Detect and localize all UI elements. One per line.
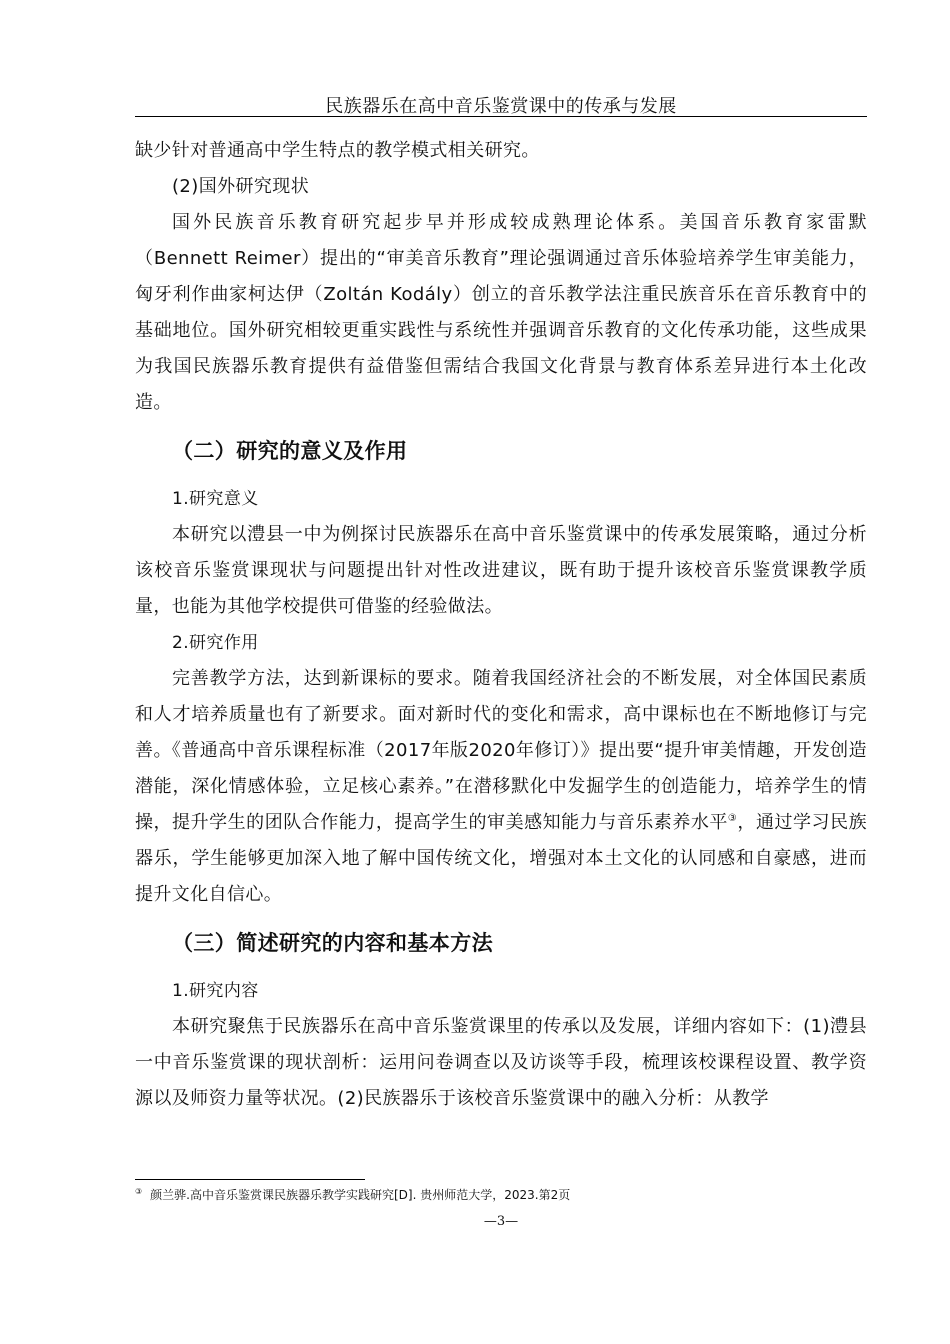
subheading-research-function: 2.研究作用 — [172, 633, 259, 653]
footnote-marker: ③ — [135, 1187, 143, 1196]
footnote — [135, 1186, 867, 1204]
footnote-text: 颜兰骅.高中音乐鉴赏课民族器乐教学实践研究[D]. 贵州师范大学，2023.第2页 — [150, 1188, 571, 1202]
subheading-research-significance: 1.研究意义 — [172, 489, 259, 509]
header-divider — [135, 116, 867, 117]
section-heading-significance: （二）研究的意义及作用 — [172, 439, 408, 463]
footnote-divider — [135, 1179, 365, 1180]
body-text — [135, 133, 867, 1117]
section-heading-content-methods: （三）简述研究的内容和基本方法 — [172, 931, 493, 955]
paragraph-continued: 缺少针对普通高中学生特点的教学模式相关研究。 — [135, 140, 540, 161]
footnote-reference[interactable]: ③ — [727, 813, 738, 824]
page-number: —3— — [483, 1214, 519, 1229]
paragraph-research-function — [135, 661, 867, 913]
subheading-foreign-research: (2)国外研究现状 — [172, 176, 310, 197]
function-text-part-a: 完善教学方法，达到新课标的要求。随着我国经济社会的不断发展，对全体国民素质和人才培养质量也有了新要求。面对新时代的变化和需求，高中课标也在不断地修订与完善。《普通高中音乐课程标准（2017年版2020年修订）》提出要“提升审美情趣，开发创造潜能，深化情感体验，立足核心素养。”在潜移默化中发掘学生的创造能力，培养学生的情操，提升学生的团队合作能力，提高学生的审美感知能力与音乐素养水平 — [135, 668, 867, 833]
running-header-title: 民族器乐在高中音乐鉴赏课中的传承与发展 — [325, 96, 677, 117]
function-text-part-b: ，通过学习民族器乐，学生能够更加深入地了解中国传统文化，增强对本土文化的认同感和自豪感，进而提升文化自信心。 — [135, 812, 867, 905]
paragraph-research-content: 本研究聚焦于民族器乐在高中音乐鉴赏课里的传承以及发展，详细内容如下：(1)澧县一中音乐鉴赏课的现状剖析：运用问卷调查以及访谈等手段，梳理该校课程设置、教学资源以及师资力量等状况。(2)民族器乐于该校音乐鉴赏课中的融入分析：从教学 — [135, 1016, 867, 1109]
paragraph-foreign-research: 国外民族音乐教育研究起步早并形成较成熟理论体系。美国音乐教育家雷默（Bennett Reimer）提出的“审美音乐教育”理论强调通过音乐体验培养学生审美能力，匈牙利作曲家柯达伊（Zoltán Kodály）创立的音乐教学法注重民族音乐在音乐教育中的基础地位。国外研究相较更重实践性与系统性并强调音乐教育的文化传承功能，这些成果为我国民族器乐教育提供有益借鉴但需结合我国文化背景与教育体系差异进行本土化改造。 — [135, 212, 867, 413]
paragraph-research-significance: 本研究以澧县一中为例探讨民族器乐在高中音乐鉴赏课中的传承发展策略，通过分析该校音乐鉴赏课现状与问题提出针对性改进建议，既有助于提升该校音乐鉴赏课教学质量，也能为其他学校提供可借鉴的经验做法。 — [135, 524, 867, 617]
subheading-research-content: 1.研究内容 — [172, 981, 259, 1001]
